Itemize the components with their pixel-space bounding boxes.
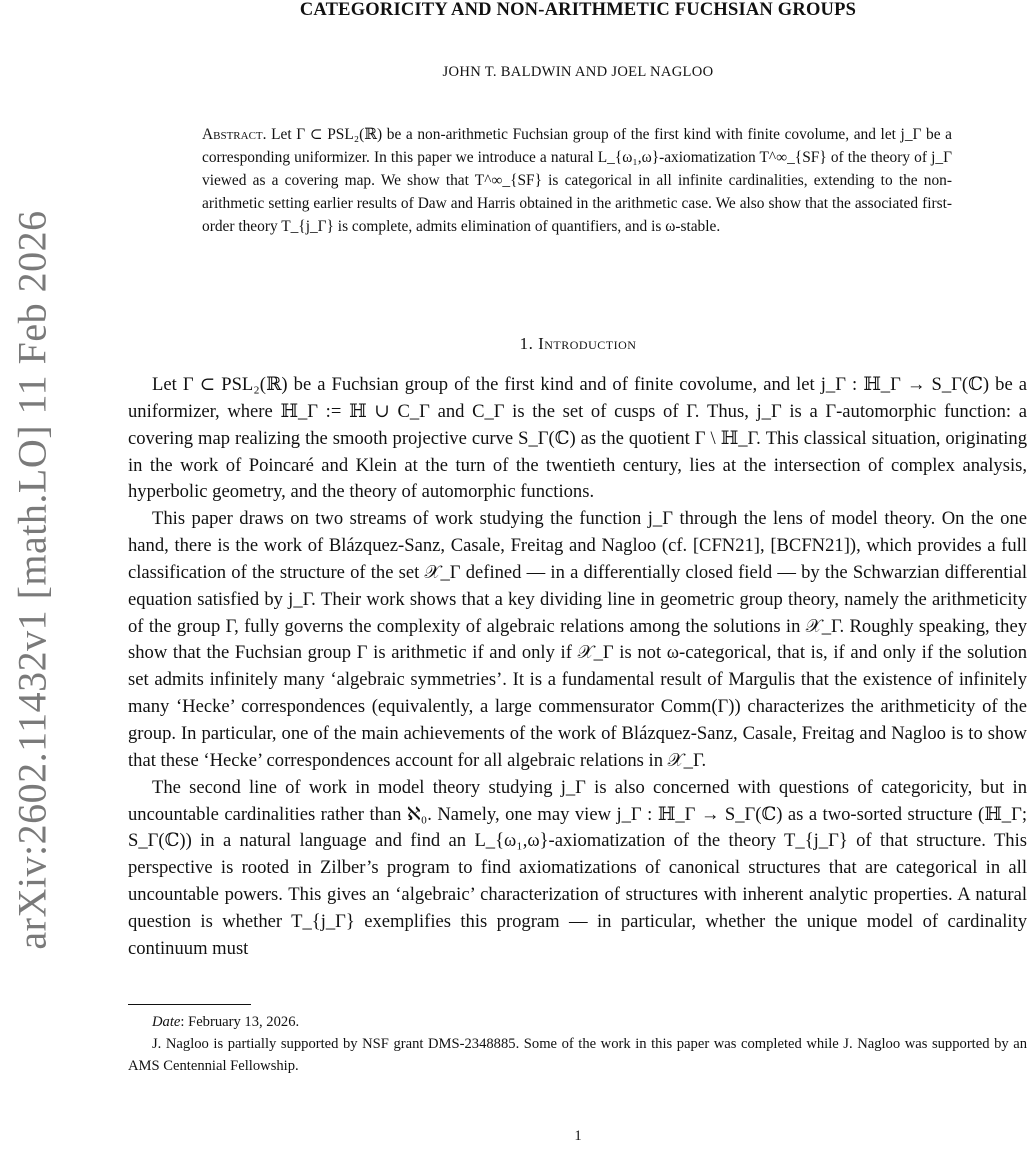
footnote-rule — [128, 1004, 251, 1005]
abstract-text: Let Γ ⊂ PSL₂(ℝ) be a non-arithmetic Fuchsian group of the first kind with finite covolume, and let j_Γ be a corresponding uniformizer. In this paper we introduce a natural L_{ω₁,ω}-axiomatization T^∞_{SF} of the theory of j_Γ viewed as a covering map. We show that T^∞_{SF} is categorical in all infinite cardinalities, extending to the non-arithmetic setting earlier results of Daw and Harris obtained in the arithmetic case. We also show that the associated first-order theory T_{j_Γ} is complete, admits elimination of quantifiers, and is ω-stable. — [202, 126, 952, 235]
footnotes — [128, 1011, 1027, 1077]
body-text — [128, 372, 1027, 963]
footnote-funding: J. Nagloo is partially supported by NSF grant DMS-2348885. Some of the work in this paper was completed while J. Nagloo was supported by an AMS Centennial Fellowship. — [128, 1036, 1027, 1074]
abstract-label: Abstract. — [202, 126, 267, 143]
section-heading — [128, 334, 1028, 354]
section-number: 1. — [519, 334, 534, 353]
arxiv-identifier-stamp — [2, 210, 62, 950]
section-title: Introduction — [538, 334, 637, 353]
abstract — [202, 123, 952, 238]
paragraph-1: Let Γ ⊂ PSL₂(ℝ) be a Fuchsian group of the first kind and of finite covolume, and let j_Γ : ℍ_Γ → S_Γ(ℂ) be a uniformizer, where ℍ_Γ := ℍ ∪ C_Γ and C_Γ is the set of cusps of Γ. Thus, j_Γ is a Γ-automorphic function: a covering map realizing the smooth projective curve S_Γ(ℂ) as the quotient Γ \ ℍ_Γ. This classical situation, originating in the work of Poincaré and Klein at the turn of the twentieth century, lies at the intersection of complex analysis, hyperbolic geometry, and the theory of automorphic functions. — [128, 374, 1027, 503]
paper-title: CATEGORICITY AND NON-ARITHMETIC FUCHSIAN GROUPS — [299, 0, 857, 20]
footnote-date-value: February 13, 2026. — [188, 1014, 300, 1030]
footnote-date: Date: February 13, 2026. — [152, 1014, 300, 1030]
footnote-date-label: Date — [152, 1014, 181, 1030]
paper-authors: JOHN T. BALDWIN AND JOEL NAGLOO — [442, 64, 714, 80]
paragraph-2: This paper draws on two streams of work studying the function j_Γ through the lens of model theory. On the one hand, there is the work of Blázquez-Sanz, Casale, Freitag and Nagloo (cf. [CFN21], [BCFN21]), which provides a full classification of the structure of the set 𝒳_Γ defined — in a differentially closed field — by the Schwarzian differential equation satisfied by j_Γ. Their work shows that a key dividing line in geometric group theory, namely the arithmeticity of the group Γ, fully governs the complexity of algebraic relations among the solutions in 𝒳_Γ. Roughly speaking, they show that the Fuchsian group Γ is arithmetic if and only if 𝒳_Γ is not ω-categorical, that is, if and only if the solution set admits infinitely many ‘algebraic symmetries’. It is a fundamental result of Margulis that the existence of infinitely many ‘Hecke’ correspondences (equivalently, a large commensurator Comm(Γ)) characterizes the arithmeticity of the group. In particular, one of the main achievements of the work of Blázquez-Sanz, Casale, Freitag and Nagloo is to show that these ‘Hecke’ correspondences account for all algebraic relations in 𝒳_Γ. — [128, 508, 1027, 771]
arxiv-identifier-text: arXiv:2602.11432v1 [math.LO] 11 Feb 2026 — [9, 210, 55, 950]
page-number: 1 — [574, 1128, 582, 1144]
paragraph-3: The second line of work in model theory studying j_Γ is also concerned with questions of categoricity, but in uncountable cardinalities rather than ℵ₀. Namely, one may view j_Γ : ℍ_Γ → S_Γ(ℂ) as a two-sorted structure (ℍ_Γ; S_Γ(ℂ)) in a natural language and find an L_{ω₁,ω}-axiomatization of the theory T_{j_Γ} of that structure. This perspective is rooted in Zilber’s program to find axiomatizations of canonical structures that are categorical in all uncountable powers. This gives an ‘algebraic’ characterization of structures with inherent analytic properties. A natural question is whether T_{j_Γ} exemplifies this program — in particular, whether the unique model of cardinality continuum must — [128, 776, 1027, 959]
